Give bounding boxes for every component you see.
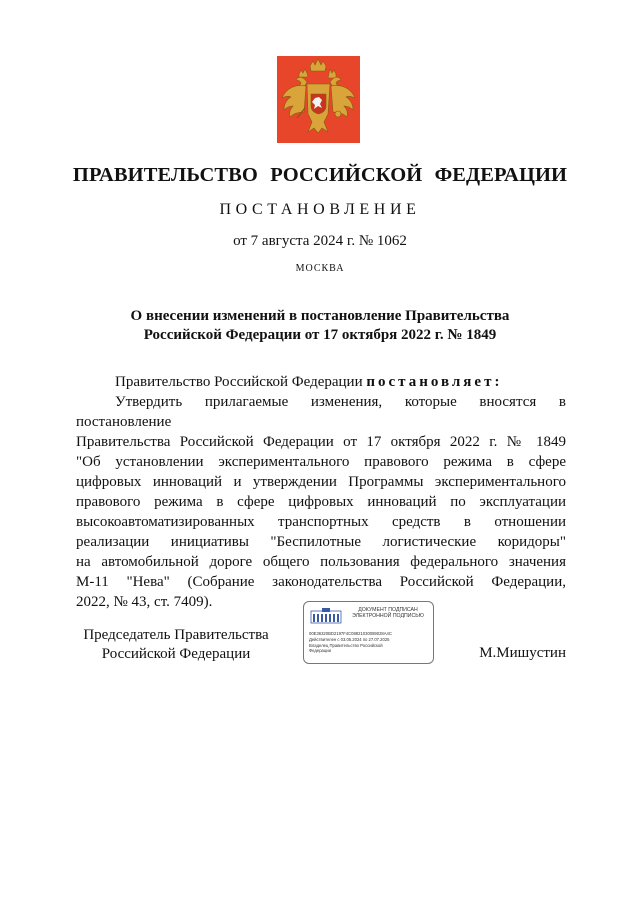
body-line: цифровых инноваций и утверждении Программы экспериментального: [76, 474, 566, 490]
signer-position-line: Российской Федерации: [101, 646, 251, 662]
government-building-icon: [309, 607, 343, 625]
document-city: МОСКВА: [295, 263, 345, 274]
signer-name: М.Мишустин: [479, 645, 566, 661]
document-subject: [100, 307, 540, 345]
signer-position: [76, 626, 276, 664]
body-line: Правительства Российской Федерации от 17 октября 2022 г. № 1849: [76, 434, 566, 450]
signer-position-line: Председатель Правительства: [83, 627, 269, 643]
coat-of-arms-emblem: [277, 56, 360, 143]
russian-coat-of-arms-icon: [277, 56, 360, 143]
document-body: [76, 372, 566, 612]
document-type: ПОСТАНОВЛЕНИЕ: [219, 201, 421, 218]
stamp-title-line: ЭЛЕКТРОННОЙ ПОДПИСЬЮ: [352, 613, 424, 620]
electronic-signature-stamp: [303, 601, 434, 664]
stamp-title-line: ДОКУМЕНТ ПОДПИСАН: [358, 607, 418, 613]
subject-line: О внесении изменений в постановление Правительства: [130, 308, 510, 324]
preamble-text: Правительство Российской Федерации: [115, 374, 363, 390]
preamble: [76, 372, 566, 392]
body-line: "Об установлении экспериментального правового режима в сфере: [76, 454, 566, 470]
body-line: М-11 "Нева" (Собрание законодательства Российской Федерации,: [76, 574, 566, 590]
body-line: реализации инициативы "Беспилотные логистические коридоры": [76, 534, 566, 550]
body-line: 2022, № 43, ст. 7409).: [76, 594, 213, 610]
body-line: Утвердить прилагаемые изменения, которые вносятся в постановление: [76, 394, 566, 430]
stamp-validity: Действителен с 03.05.2024 по 27.07.2025: [309, 637, 390, 642]
government-title: ПРАВИТЕЛЬСТВО РОССИЙСКОЙ ФЕДЕРАЦИИ: [72, 164, 568, 186]
subject-line: Российской Федерации от 17 октября 2022 г. № 1849: [143, 327, 497, 343]
body-line: высокоавтоматизированных транспортных средств в отношении: [76, 514, 566, 530]
stamp-title: [344, 607, 432, 620]
stamp-owner: Федерации: [309, 648, 331, 653]
document-date-number: от 7 августа 2024 г. № 1062: [233, 233, 407, 249]
body-line: правового режима в сфере цифровых инноваций по эксплуатации: [76, 494, 566, 510]
stamp-certificate: 00E36320BD2197F4C08821030089028A4C: [309, 631, 392, 636]
body-line: на автомобильной дороге общего пользования федерального значения: [76, 554, 566, 570]
decree-word: постановляет:: [366, 374, 503, 390]
stamp-owner: Владелец Правительство Российской: [309, 643, 383, 648]
